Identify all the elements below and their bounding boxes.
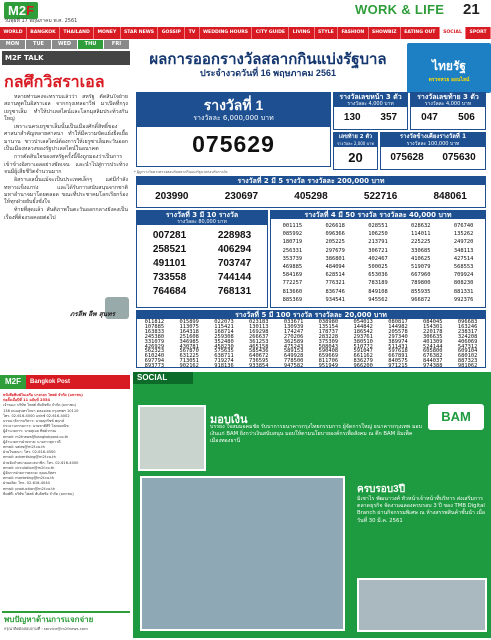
prize4-number: 813660 (282, 288, 303, 295)
social-photo-1 (138, 405, 206, 471)
prize3-number: 007281 (152, 230, 187, 241)
nav-item-showbiz[interactable]: SHOWBIZ (369, 27, 401, 39)
prize5-number: 054013 (353, 319, 373, 325)
prize5-number: 649928 (283, 353, 304, 360)
prize5-number: 844037 (423, 358, 443, 365)
prize5-number: 084045 (423, 319, 443, 325)
credit-line: ฝ่ายจัดจำหน่ายและสมาชิก: โทร. 02-616-4000 (3, 460, 79, 465)
prize5-number: 836279 (353, 358, 373, 365)
prize2-number: 522716 (363, 191, 398, 202)
prize5-number: 352480 (214, 338, 234, 345)
prize5-number: 981062 (457, 363, 478, 370)
prize5-number: 154301 (423, 323, 443, 330)
prize3-number: 733558 (152, 272, 187, 283)
day-tab-thu: THU (78, 40, 104, 49)
prize4-number: 256331 (282, 247, 303, 254)
prize5-number: 297340 (388, 333, 408, 340)
near-prize-box (380, 132, 486, 170)
section-title: WORK & LIFE (355, 2, 445, 17)
prize5-number: 163246 (457, 323, 478, 330)
prize4-number: 348113 (453, 247, 474, 254)
section-nav (0, 27, 491, 39)
prize3-number: 768131 (217, 286, 252, 297)
prize5-number: 251608 (179, 333, 199, 340)
column-body (4, 94, 128, 299)
last2-amount: รางวัลละ 2,000 บาท (334, 141, 377, 147)
day-tab-wed: WED (52, 40, 78, 49)
day-tab-mon: MON (0, 40, 26, 49)
prize2-number: 848061 (433, 191, 467, 202)
near-number: 075630 (442, 152, 476, 163)
prize4-number: 213791 (368, 239, 388, 246)
prize5-number: 719274 (214, 358, 234, 365)
near-amount: รางวัลละ 100,000 บาท (381, 141, 485, 147)
day-tab-tue: TUE (26, 40, 52, 49)
near-number: 075628 (390, 152, 424, 163)
prize5-number: 465158 (249, 343, 269, 350)
prize4-numbers (271, 222, 485, 304)
credit-line: ฝ่ายผลิต: โทร. 02-616-4040 (3, 481, 50, 486)
prize5-number: 144842 (353, 323, 373, 330)
last2-title: เลขท้าย 2 ตัว (334, 133, 377, 141)
prize4-number: 709924 (453, 272, 474, 279)
prize5-number: 401309 (423, 338, 443, 345)
staff-credits (3, 393, 129, 608)
prize3-box (136, 210, 268, 308)
near-title: รางวัลข้างเคียงรางวัลที่ 1 (381, 133, 485, 141)
nav-item-living[interactable]: LIVING (289, 27, 314, 39)
prize4-number: 966872 (411, 296, 431, 303)
credit-line: บรรณาธิการบริหาร: นายศุภรัชช์ พฤกษ์ (3, 419, 64, 424)
prize5-number: 951949 (318, 363, 339, 370)
credit-line: email: marketing@m2f.co.th (3, 476, 55, 481)
prize3-number: 764684 (152, 286, 187, 297)
credit-line: 136 ถนนสุนทรโกษา คลองเตย กรุงเทพฯ 10110 (3, 408, 79, 413)
nav-item-thailand[interactable]: THAILAND (60, 27, 94, 39)
prize5-number: 575635 (214, 348, 234, 355)
prize5-number: 205578 (388, 328, 408, 335)
prize3-number: 228983 (217, 230, 252, 241)
front3-number: 357 (380, 112, 398, 123)
prize4-number: 783189 (368, 280, 388, 287)
prize4-number: 410625 (411, 255, 431, 262)
prize5-number: 113075 (179, 323, 199, 330)
prize5-number: 331079 (144, 338, 165, 345)
prize5-number: 458230 (214, 343, 234, 350)
prize4-number: 386801 (325, 255, 345, 262)
prize5-number: 590408 (318, 348, 339, 355)
prize5-number: 293761 (353, 333, 373, 340)
prize5-title: รางวัลที่ 5 มี 100 รางวัล รางวัลละ 20,000 บาท (137, 311, 485, 319)
prize3-number: 258521 (152, 244, 187, 255)
prize5-number: 270206 (283, 333, 304, 340)
prize4-number: 881331 (453, 288, 474, 295)
prize4-number: 001115 (282, 223, 303, 229)
credit-line: email: circulation@m2f.co.th (3, 465, 55, 470)
social-item1-title: มอบเงิน (210, 414, 248, 426)
prize4-number: 114011 (411, 231, 431, 238)
lottery-date: ประจำงวดวันที่ 16 พฤษภาคม 2561 (200, 68, 336, 78)
prize5-number: 971215 (388, 363, 408, 370)
prize5-number: 107885 (144, 323, 165, 330)
prize4-number: 628514 (325, 272, 345, 279)
prize2-number: 405298 (294, 191, 328, 202)
prize4-number: 469885 (282, 264, 303, 271)
nav-item-bangkok[interactable]: BANGKOK (27, 27, 60, 39)
prize5-number: 676382 (423, 353, 443, 360)
last2-number: 20 (348, 150, 363, 165)
prize5-number: 475243 (283, 343, 304, 350)
prize3-amount: รางวัลละ 80,000 บาท (137, 219, 267, 225)
prize3-title: รางวัลที่ 3 มี 10 รางวัล (137, 211, 267, 219)
nav-item-tv[interactable]: TV (185, 27, 199, 39)
prize4-number: 500025 (368, 264, 388, 271)
prize5-numbers (137, 320, 485, 369)
credit-line: โทร. 02-616-4000 แฟกซ์ 02-616-4002 (3, 413, 70, 418)
credit-line: ก่อตั้งเมื่อปีที่ 11 ฉบับที่ 2554 (3, 398, 50, 403)
prize5-number: 736595 (249, 358, 269, 365)
prize5-number: 033671 (283, 319, 304, 325)
prize5-number: 389974 (388, 338, 408, 345)
prize4-number: 772257 (282, 280, 303, 287)
social-tag: SOCIAL (133, 372, 193, 384)
day-tab-fri: FRI (104, 40, 130, 49)
prize5-number: 266637 (249, 333, 269, 340)
social-photo-3 (357, 578, 487, 632)
prize5-box (136, 310, 486, 368)
prize1-title: รางวัลที่ 1 (203, 97, 264, 113)
back3-number: 506 (458, 112, 475, 123)
prize5-number: 163833 (144, 328, 165, 335)
prize5-number: 840575 (388, 358, 408, 365)
prize4-number: 484094 (325, 264, 345, 271)
prize5-number: 638711 (214, 353, 234, 360)
prize5-number: 361253 (249, 338, 269, 345)
prize5-number: 713051 (179, 358, 199, 365)
credit-line: email: m2fnews@bangkokpost.co.th (3, 434, 69, 439)
prize3-number: 703747 (217, 258, 252, 269)
brand-logo: M2F (4, 2, 38, 19)
prize5-number: 631225 (179, 353, 199, 360)
prize4-number: 584169 (282, 272, 303, 279)
prize5-number: 011812 (144, 319, 165, 325)
prize5-number: 605800 (423, 348, 443, 355)
prize5-number: 130939 (283, 323, 304, 330)
back3-box (410, 92, 486, 130)
nav-item-fashion[interactable]: FASHION (338, 27, 368, 39)
credit-line: email: advertising@m2f.co.th (3, 455, 56, 460)
prize5-number: 362589 (283, 338, 304, 345)
prize5-number: 220178 (423, 328, 443, 335)
prize5-number: 562323 (144, 348, 165, 355)
prize4-number: 026618 (325, 223, 345, 229)
prize4-number: 353739 (282, 255, 303, 262)
prize5-number: 346985 (179, 338, 199, 345)
prize4-number: 789800 (411, 280, 431, 287)
column-paragraph: การตัดสินใจของสหรัฐครั้งนี้จึงถูกมองว่าเป็นการเข้าข้างอิสราเอลอย่างชัดเจน และนำไปสู่การประท้วงจนมีผู้เสียชีวิตจำนวนมาก (4, 154, 128, 175)
social-item1-body: บรรยง ใจสมมอคมชัย รับบาการธนาคารกรุงไทยกรรมการ ผู้จัดการใหญ่ ธนาคารกรุงเทพ มอบเงินแก่ BAM ยิ่งกว่าเงินสนับสนุน มอบให้ตามนโยบายองค์กรเพื่อสังคม ณ ตึก BAM อิมเพ็ค เมืองทองธานี (210, 424, 422, 444)
prize5-number: 667891 (388, 353, 408, 360)
prize5-number: 283228 (318, 333, 339, 340)
prize4-number: 808230 (453, 280, 474, 287)
prize1-box (136, 92, 331, 167)
credit-line: ประธานกรรมการ: นายชาติศิริ โสภณพนิช (3, 424, 69, 429)
social-item2-body: มิเชาไร พัฒนาวงศ์ หัวหน้าเจ้าหน้าที่บริหาร ส่งเสริมการตลาดธุรกิจ จัดงานฉลองครบรอบ 3 ปี ของ TMB Digital Branch ผ่านกิจกรรมพิเศษ ณ ห้างสรรพสินค้าชั้นนำ เมื่อวันที่ 30 มี.ค. 2561 (357, 496, 486, 524)
prize5-number: 178737 (318, 328, 339, 335)
column-section-label: M2F TALK (2, 51, 130, 65)
front3-box (333, 92, 408, 130)
back3-amount: รางวัลละ 4,000 บาท (411, 101, 485, 107)
lottery-title: ผลการออกรางวัลสลากกินแบ่งรัฐบาล (149, 51, 387, 68)
prize5-number: 610240 (144, 353, 165, 360)
prize5-number: 778500 (283, 358, 304, 365)
front3-title: รางวัลเลขหน้า 3 ตัว (334, 93, 407, 101)
prize4-number: 225225 (411, 239, 431, 246)
nav-item-eating-out[interactable]: EATING OUT (401, 27, 440, 39)
prize5-number: 893773 (144, 363, 165, 370)
nav-item-world[interactable]: WORLD (0, 27, 27, 39)
prize5-number: 324208 (457, 333, 478, 340)
prize4-number: 205225 (325, 239, 345, 246)
prize4-number: 836746 (325, 288, 345, 295)
prize5-number: 966200 (353, 363, 373, 370)
prize4-number: 028551 (368, 223, 388, 229)
prize4-number: 249720 (453, 239, 474, 246)
prize2-title: รางวัลที่ 2 มี 5 รางวัล รางวัลละ 200,000 บาท (137, 177, 485, 185)
lottery-check-logo: ไทยรัฐ ตรวจหวย ออนไลน์ (407, 43, 491, 93)
prize4-number: 076740 (453, 223, 474, 229)
last2-box (333, 132, 378, 170)
credit-line: ผู้อำนวยการ: นายสุเมธ ทิพย์วรรณ (3, 429, 57, 434)
prize5-number: 974388 (423, 363, 443, 370)
prize5-number: 306635 (423, 333, 443, 340)
credit-line: พิมพ์ที่: บริษัท โพสต์ พับลิชชิง จำกัด (มหาชน) (3, 491, 74, 496)
prize4-number: 885369 (282, 296, 303, 303)
prize5-number: 096683 (457, 319, 478, 325)
prize5-number: 164318 (179, 328, 199, 335)
prize5-number: 918136 (214, 363, 234, 370)
column-paragraph: ท้ายที่สุดแล้ว สันติภาพในตะวันออกกลางยังคงเป็นเรื่องที่ต้องรอคอยต่อไป (4, 207, 128, 221)
credit-line: เจ้าของ: บริษัท โพสต์ พับลิชชิง จำกัด (มหาชน) (3, 403, 76, 408)
prize4-number: 096366 (325, 231, 345, 238)
page-number: 21 (463, 1, 480, 18)
prize4-number: 402467 (368, 255, 388, 262)
prize5-number: 933854 (249, 363, 269, 370)
prize5-number: 585436 (249, 348, 269, 355)
prize4-number: 667960 (411, 272, 431, 279)
nav-item-social[interactable]: SOCIAL (440, 27, 466, 39)
prize5-number: 022073 (214, 319, 234, 325)
prize5-number: 510772 (353, 343, 373, 350)
distribution-title: พบปัญหาด้านการแจกจ่าย (4, 615, 94, 624)
prize5-number: 144982 (388, 323, 408, 330)
prize2-number: 203990 (155, 191, 189, 202)
nav-item-star-news[interactable]: STAR NEWS (121, 27, 159, 39)
prize3-number: 491101 (153, 258, 186, 269)
prize5-number: 524144 (423, 343, 443, 350)
prize5-number: 567870 (179, 348, 199, 355)
prize4-number: 180719 (282, 239, 303, 246)
prize4-number: 135262 (453, 231, 474, 238)
column-author: ภรลีพ ลีพ สุนทร (70, 310, 116, 318)
back3-number: 047 (421, 112, 438, 123)
prize5-number: 130113 (249, 323, 269, 330)
prize5-number: 186542 (353, 328, 373, 335)
prize4-number: 855935 (411, 288, 431, 295)
social-photo-2 (140, 476, 345, 631)
near-numbers (381, 152, 485, 163)
back3-title: รางวัลเลขท้าย 3 ตัว (411, 93, 485, 101)
front3-numbers (334, 112, 407, 123)
prize5-number: 174247 (283, 328, 304, 335)
distribution-contact: กรุณาติดต่อสอบถามที่ : service@m2fnews.com (4, 626, 88, 631)
nav-item-gossip[interactable]: GOSSIP (158, 27, 185, 39)
prize3-number: 744144 (217, 272, 252, 283)
prize2-box (136, 176, 486, 208)
prize4-number: 568553 (453, 264, 474, 271)
prize5-number: 245380 (144, 333, 165, 340)
credit-line: email: production@m2f.co.th (3, 486, 56, 491)
back3-numbers (411, 112, 485, 123)
credit-line: ฝ่ายโฆษณา: โทร. 02-616-4500 (3, 450, 56, 455)
prize5-number: 038980 (318, 319, 339, 325)
social-item2-title: ครบรอบ3ปี (357, 484, 406, 495)
prize5-number: 661162 (353, 353, 373, 360)
prize5-number: 115421 (214, 323, 234, 330)
prize5-number: 238317 (457, 328, 478, 335)
prize4-number: 330685 (411, 247, 431, 254)
prize4-number: 028632 (411, 223, 431, 229)
prize5-number: 697794 (144, 358, 165, 365)
prize4-number: 306721 (368, 247, 388, 254)
prize4-number: 992376 (453, 296, 474, 303)
prize5-number: 947582 (283, 363, 304, 370)
prize5-number: 135154 (318, 323, 339, 330)
prize2-numbers (137, 191, 485, 202)
prize1-amount: รางวัลละ 6,000,000 บาท (193, 114, 274, 122)
prize5-number: 902162 (179, 363, 199, 370)
bam-logo: BAM (428, 404, 484, 430)
prize5-number: 659669 (318, 353, 339, 360)
prize4-number: 519079 (411, 264, 431, 271)
prize5-number: 547312 (457, 343, 478, 350)
prize5-number: 811706 (318, 358, 339, 365)
prize5-number: 597618 (388, 348, 408, 355)
prize4-number: 653036 (368, 272, 388, 279)
prize5-number: 640672 (249, 353, 269, 360)
front3-number: 130 (343, 112, 361, 123)
credit-line: ผู้จัดการฝ่ายการตลาด: คุณนภัสสร (3, 471, 57, 476)
issue-date: วันพุธที่ 17 พฤษภาคม พ.ศ. 2561 (4, 18, 78, 24)
nav-item-sport[interactable]: SPORT (466, 27, 491, 39)
prize5-number: 023183 (249, 319, 269, 325)
prize4-number: 085992 (282, 231, 303, 238)
column-title: กลศึกวิสราเอล (4, 74, 105, 91)
prize3-numbers (137, 230, 267, 297)
prize5-number: 406069 (457, 338, 478, 345)
winner-note: * ผู้ถูกรางวัลควรตรวจสอบกับสลากกินแบ่งรัฐบาลก่อนรับรางวัล (134, 170, 228, 174)
nav-item-style[interactable]: STYLE (315, 27, 339, 39)
prize4-number: 776321 (325, 280, 345, 287)
prize5-number: 508043 (318, 343, 339, 350)
masthead-brands: M2F Bangkok Post (0, 375, 130, 389)
column-paragraph: หลายท่านคงจะทราบแล้วว่า สหรัฐ ตัดสินใจย้ายสถานทูตในอิสราเอล จากกรุงเทลอาวีฟ มาเปิดที่กรุงเยรูซาเล็ม ทำให้ปาเลสไตน์และโลกมุสลิมประท้วงกันใหญ่ (4, 94, 128, 122)
prize5-number: 591047 (353, 348, 373, 355)
prize5-number: 015899 (179, 319, 199, 325)
prize4-number: 427514 (453, 255, 474, 262)
prize5-number: 380510 (353, 338, 373, 345)
prize4-title: รางวัลที่ 4 มี 50 รางวัล รางวัลละ 40,000 บาท (271, 211, 485, 219)
credit-line: email: sales@m2f.co.th (3, 445, 45, 450)
prize1-number: 075629 (192, 131, 275, 157)
prize4-number: 106250 (368, 231, 388, 238)
front3-amount: รางวัลละ 4,000 บาท (334, 101, 407, 107)
prize5-number: 169298 (249, 328, 269, 335)
prize5-number: 887323 (457, 358, 478, 365)
prize5-number: 430781 (179, 343, 199, 350)
weekday-tabs (0, 40, 130, 49)
prize4-number: 297679 (325, 247, 345, 254)
nav-item-wedding-hours[interactable]: WEDDING HOURS (200, 27, 253, 39)
prize3-number: 406294 (217, 244, 252, 255)
prize5-number: 589153 (283, 348, 304, 355)
column-paragraph: เพราะนครเยรูซาเล็มนั้นเป็นเมืองศักดิ์สิทธิ์ของศาสนาสำคัญหลายศาสนา ทำให้มีความขัดแย้งยืดเยื้อมานาน ชาวปาเลสไตน์ต้องการให้เยรูซาเล็มตะวันออกเป็นเมืองหลวงของรัฐปาเลสไตน์ในอนาคต (4, 124, 128, 153)
prize5-number: 080817 (388, 319, 408, 325)
prize5-number: 375309 (318, 338, 339, 345)
prize4-number: 945562 (368, 296, 388, 303)
prize5-number: 259308 (214, 333, 234, 340)
credit-line: หนังสือพิมพ์ในเครือ บางกอก โพสต์ จำกัด (มหาชน) (3, 393, 83, 397)
credit-line: ผู้อำนวยการฝ่ายขาย: นางสาวสุภาวดี (3, 439, 61, 444)
prize5-number: 168714 (214, 328, 234, 335)
prize5-number: 680102 (457, 353, 478, 360)
prize5-number: 609104 (457, 348, 478, 355)
prize4-number: 849108 (368, 288, 388, 295)
prize4-box (270, 210, 486, 308)
column-paragraph: อิสราเอลนั้นแม้จะเป็นประเทศเล็กๆ แต่มีกำลังทหารแข็งแกร่ง และได้รับการสนับสนุนจากชาติมหาอำนาจมาโดยตลอด ขณะที่ประชาคมโลกเรียกร้องให้ทุกฝ่ายยับยั้งชั่งใจ (4, 177, 128, 206)
prize4-number: 934541 (325, 296, 345, 303)
prize5-number: 511431 (388, 343, 408, 350)
nav-item-city-guide[interactable]: CITY GUIDE (252, 27, 289, 39)
prize2-number: 230697 (224, 191, 259, 202)
nav-item-money[interactable]: MONEY (94, 27, 120, 39)
prize5-number: 426929 (144, 343, 165, 350)
